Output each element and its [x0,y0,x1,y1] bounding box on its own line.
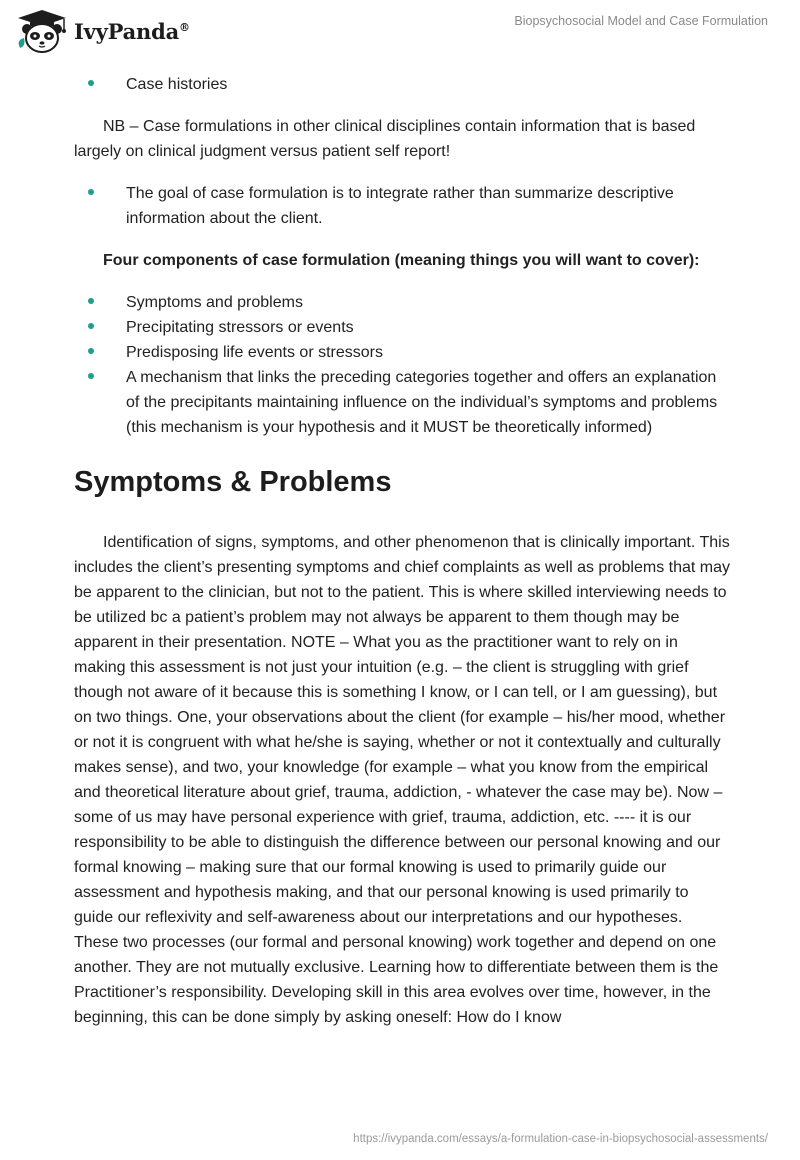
brand-name: IvyPanda® [74,18,190,44]
list-item: Symptoms and problems [74,290,730,315]
list-item: Precipitating stressors or events [74,315,730,340]
ivypanda-logo[interactable] [14,8,190,54]
components-list [74,290,730,440]
document-title: Biopsychosocial Model and Case Formulation [514,14,768,28]
nb-paragraph: NB – Case formulations in other clinical disciplines contain information that is based largely on clinical judgment versus patient self report! [74,118,696,160]
list-item: A mechanism that links the preceding categories together and offers an explanation of the precipitants maintaining influence on the individual’s symptoms and problems (this mechanism is your hypothesis and it MUST be theoretically informed) [74,365,730,440]
bullet-icon [88,298,94,304]
section-title: Symptoms & Problems [74,466,392,498]
bullet-list-goal [74,181,730,231]
document-body [74,70,730,1030]
bullet-icon [88,189,94,195]
source-url[interactable]: https://ivypanda.com/essays/a-formulation-case-in-biopsychosocial-assessments/ [353,1133,768,1145]
page-header [0,0,800,60]
list-item: The goal of case formulation is to integrate rather than summarize descriptive information about the client. [74,181,730,231]
bullet-icon [88,373,94,379]
panda-graduate-icon [14,8,70,54]
components-heading: Four components of case formulation (meaning things you will want to cover): [103,252,700,269]
list-item: Case histories [74,72,730,97]
list-item: Predisposing life events or stressors [74,340,730,365]
section-paragraph: Identification of signs, symptoms, and other phenomenon that is clinically important. This includes the client’s presenting symptoms and chief complaints as well as problems that may be apparent to the clinician, but not to the patient. This is where skilled interviewing needs to be utilized bc a patient’s problem may not always be apparent to them though may be apparent in their presentation. NOTE – What you as the practitioner want to rely on in making this assessment is not just your intuition (e.g. – the client is struggling with grief though not aware of it because this is something I know, or I can tell, or I am guessing), but on two things. One, your observations about the client (for example – his/her mood, whether or not it is congruent with what he/she is saying, whether or not it contextually and culturally makes sense), and two, your knowledge (for example – what you know from the empirical and theoretical literature about grief, trauma, addiction, - whatever the case may be). Now – some of us may have personal experience with grief, trauma, addiction, etc. ---- it is our responsibility to be able to distinguish the difference between our personal knowing and our formal knowing – making sure that our formal knowing is used to primarily guide our assessment and hypothesis making, and that our personal knowing is used primarily to guide our reflexivity and self-awareness about our interpretations and our hypotheses. These two processes (our formal and personal knowing) work together and depend on one another. They are not mutually exclusive. Learning how to differentiate between them is the Practitioner’s responsibility. Developing skill in this area evolves over time, however, in the beginning, this can be done simply by asking oneself: How do I know [74,534,731,1026]
bullet-icon [88,80,94,86]
bullet-icon [88,348,94,354]
bullet-list-top [74,72,730,97]
bullet-icon [88,323,94,329]
